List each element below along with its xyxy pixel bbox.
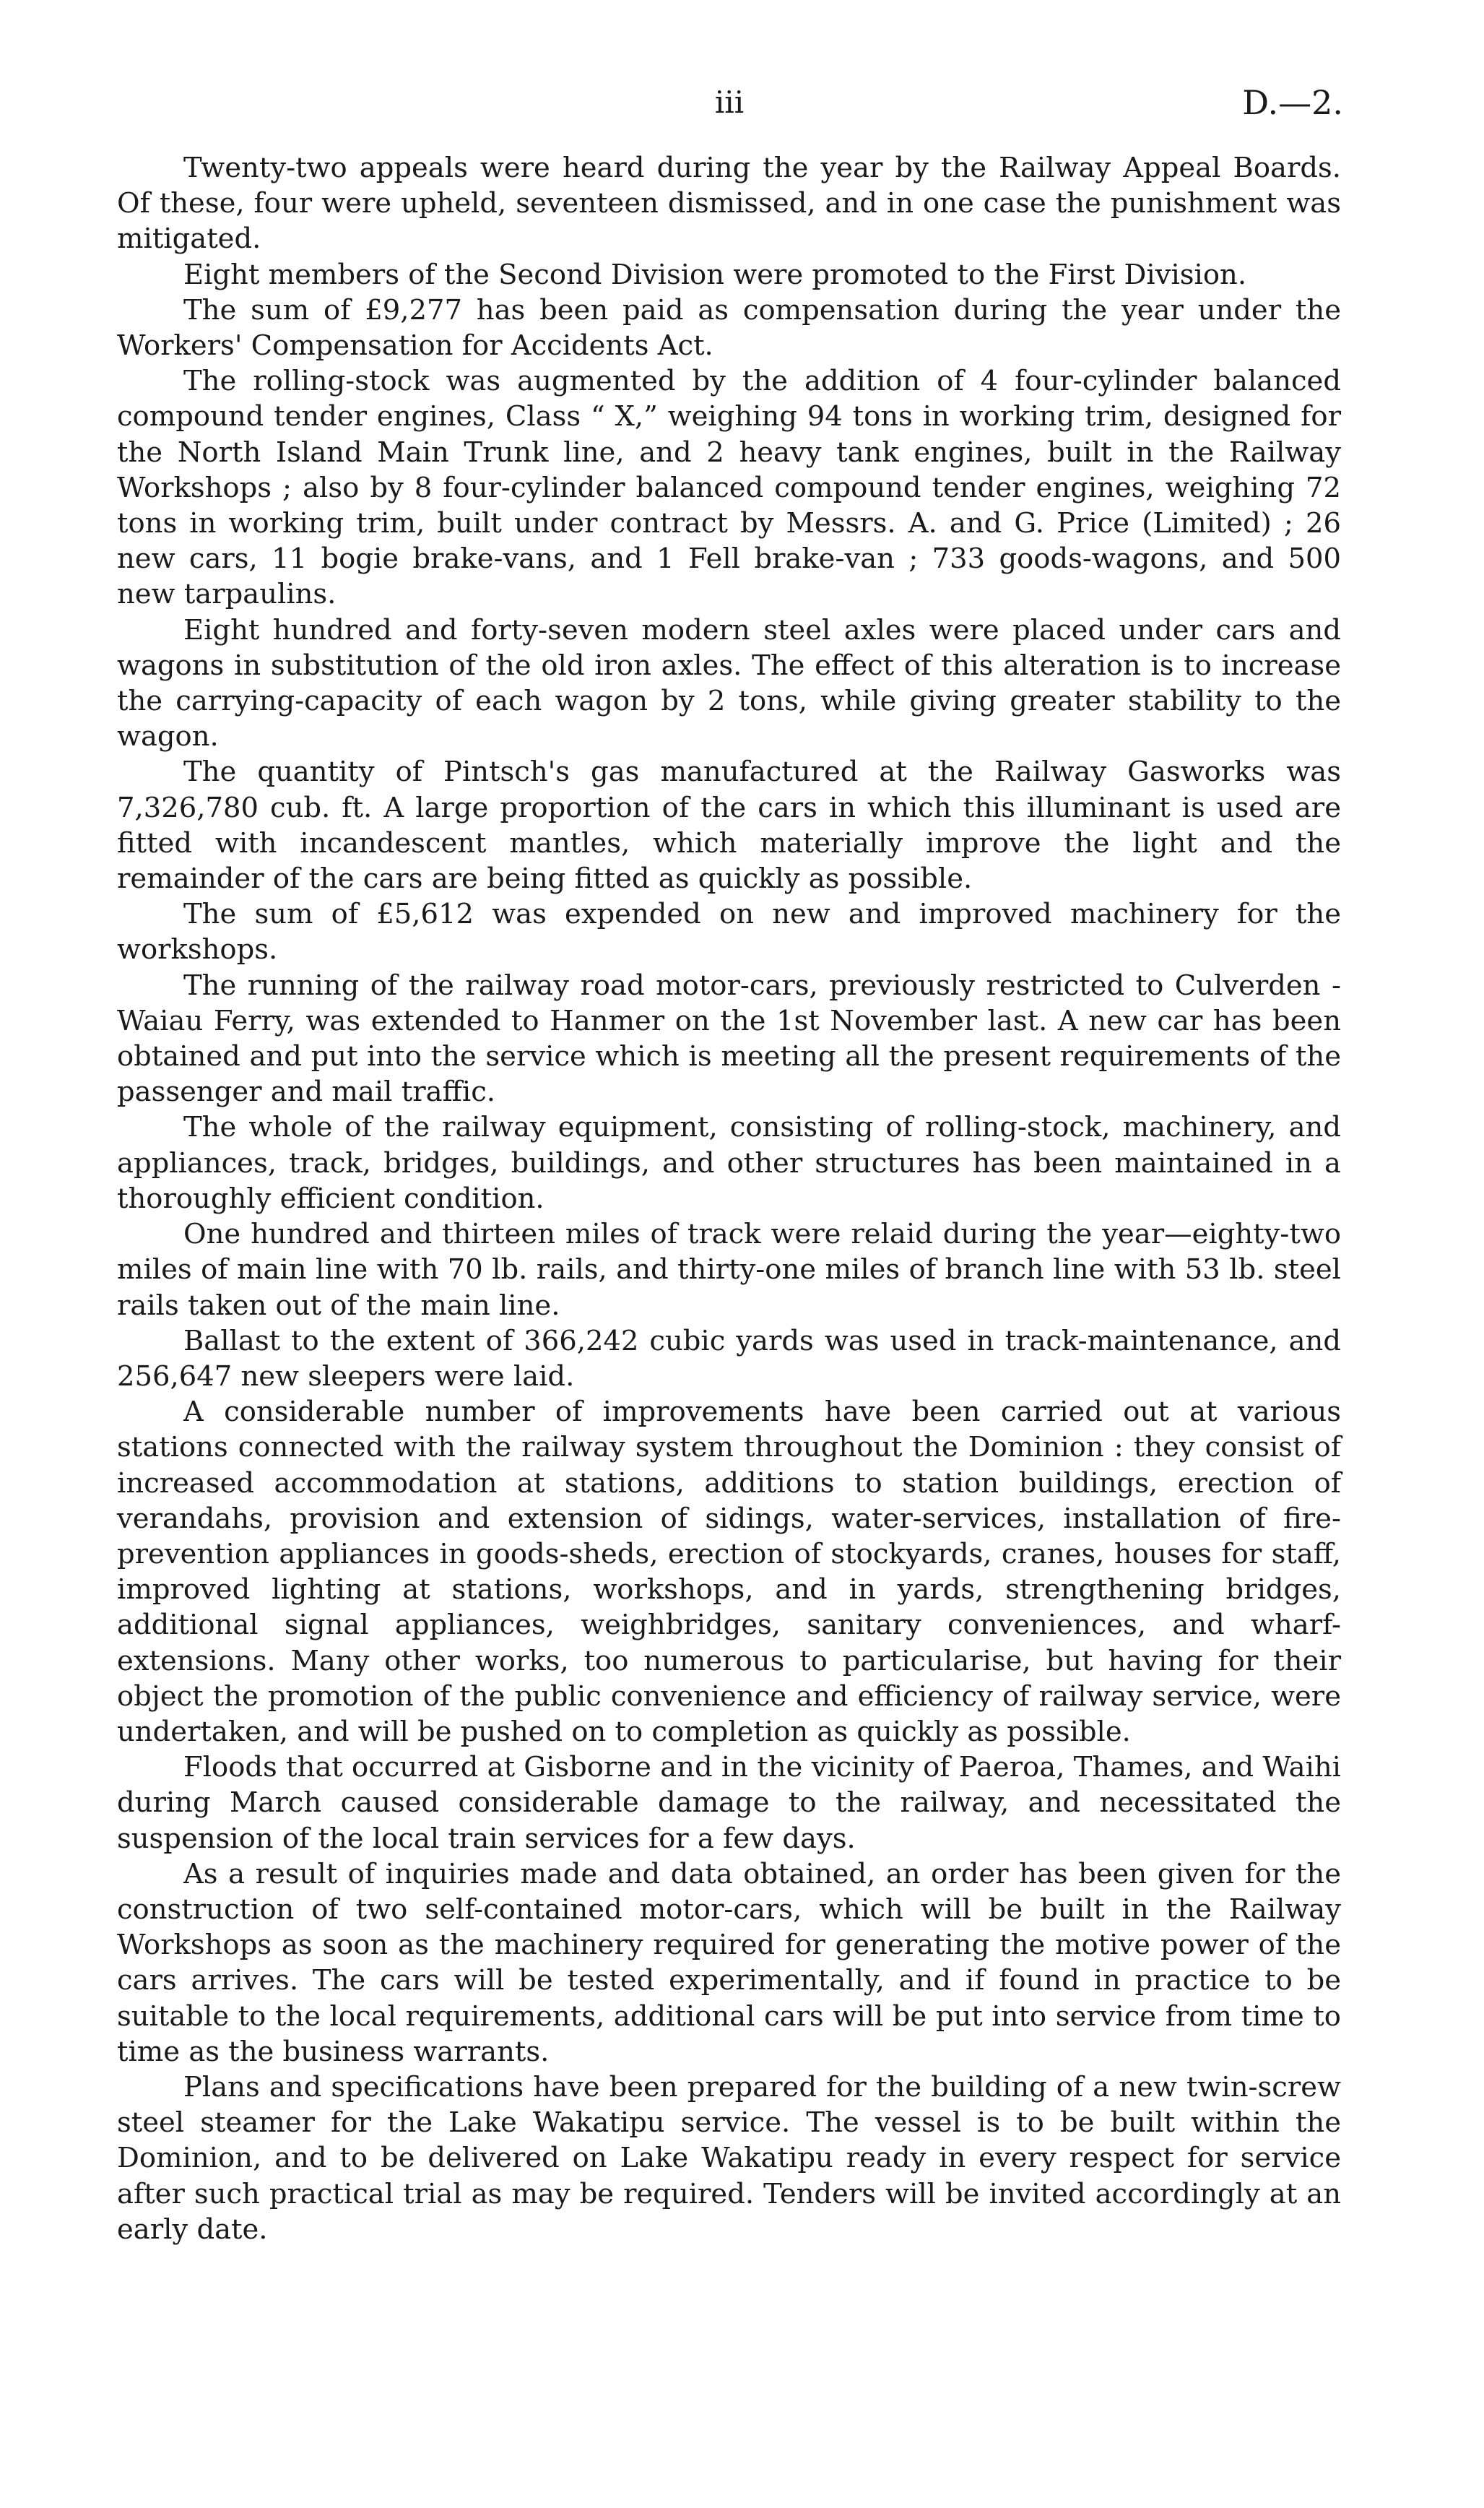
paragraph-rolling-stock: The rolling-stock was augmented by the addition of 4 four-cylinder balanced compound tender engines, Class “ X,” weighing 94 tons in working trim, designed for the North Island Main Trunk line, and 2 heavy tank engines, built in the Railway Workshops ; also by 8 four-cylinder balanced compound tender engines, weighing 72 tons in working trim, built under contract by Messrs. A. and G. Price (Limited) ; 26 new cars, 11 bogie brake-vans, and 1 Fell brake-van ; 733 goods-wagons, and 500 new tarpaulins. (117, 365, 1341, 611)
paragraph-ballast: Ballast to the extent of 366,242 cubic yards was used in track-maintenance, and 256,647 new sleepers were laid. (117, 1324, 1341, 1393)
paragraph-compensation: The sum of £9,277 has been paid as compensation during the year under the Workers' Compensation for Accidents Act. (117, 293, 1341, 363)
paragraph-lake-wakatipu-steamer: Plans and specifications have been prepared for the building of a new twin-screw steel steamer for the Lake Wakatipu service. The vessel is to be built within the Dominion, and to be delivered on Lake Wakatipu ready in every respect for service after such practical trial as may be required. Tenders will be invited accordingly at an early date. (117, 2070, 1341, 2246)
paragraph-steel-axles: Eight hundred and forty-seven modern steel axles were placed under cars and wagons in substitution of the old iron axles. The effect of this alteration is to increase the carrying-capacity of each wagon by 2 tons, while giving greater stability to the wagon. (117, 613, 1341, 753)
page-header (116, 81, 1343, 124)
paragraph-railway-appeals: Twenty-two appeals were heard during the year by the Railway Appeal Boards. Of these, four were upheld, seventeen dismissed, and in one case the punishment was mitigated. (117, 152, 1341, 256)
paragraph-station-improvements: A considerable number of improvements have been carried out at various stations connected with the railway system throughout the Dominion : they consist of increased accommodation at stations, additions to station buildings, erection of verandahs, provision and extension of sidings, water-services, installation of fire-prevention appliances in goods-sheds, erection of stockyards, cranes, houses for staff, improved lighting at stations, workshops, and in yards, strengthening bridges, additional signal appliances, weighbridges, sanitary conveniences, and wharf-extensions. Many other works, too numerous to particularise, but having for their object the promotion of the public convenience and efficiency of railway service, were undertaken, and will be pushed on to completion as quickly as possible. (117, 1396, 1341, 1748)
document-reference: D.—2. (1242, 83, 1343, 122)
paragraph-motor-cars-order: As a result of inquiries made and data obtained, an order has been given for the construction of two self-contained motor-cars, which will be built in the Railway Workshops as soon as the machinery required for generating the motive power of the cars arrives. The cars will be tested experimentally, and if found in practice to be suitable to the local requirements, additional cars will be put into service from time to time as the business warrants. (117, 1857, 1341, 2068)
paragraph-floods: Floods that occurred at Gisborne and in the vicinity of Paeroa, Thames, and Waihi during March caused considerable damage to the railway, and necessitated the suspension of the local train services for a few days. (117, 1751, 1341, 1855)
paragraph-track-relaid: One hundred and thirteen miles of track were relaid during the year—eighty-two miles of main line with 70 lb. rails, and thirty-one miles of branch line with 53 lb. steel rails taken out of the main line. (117, 1218, 1341, 1322)
paragraph-pintsch-gas: The quantity of Pintsch's gas manufactured at the Railway Gasworks was 7,326,780 cub. ft. A large proportion of the cars in which this illuminant is used are fitted with incandescent mantles, which materially improve the light and the remainder of the cars are being fitted as quickly as possible. (117, 756, 1341, 896)
paragraph-road-motor-cars: The running of the railway road motor-cars, previously restricted to Culverden - Waiau Ferry, was extended to Hanmer on the 1st November last. A new car has been obtained and put into the service which is meeting all the present requirements of the passenger and mail traffic. (117, 969, 1341, 1109)
paragraph-equipment-maintenance: The whole of the railway equipment, consisting of rolling-stock, machinery, and appliances, track, bridges, buildings, and other structures has been maintained in a thoroughly efficient condition. (117, 1111, 1341, 1215)
paragraph-promotions: Eight members of the Second Division were promoted to the First Division. (183, 258, 1247, 291)
paragraph-workshop-machinery: The sum of £5,612 was expended on new and improved machinery for the workshops. (117, 898, 1341, 967)
page-number: iii (714, 85, 745, 120)
body-text (117, 150, 1341, 2247)
